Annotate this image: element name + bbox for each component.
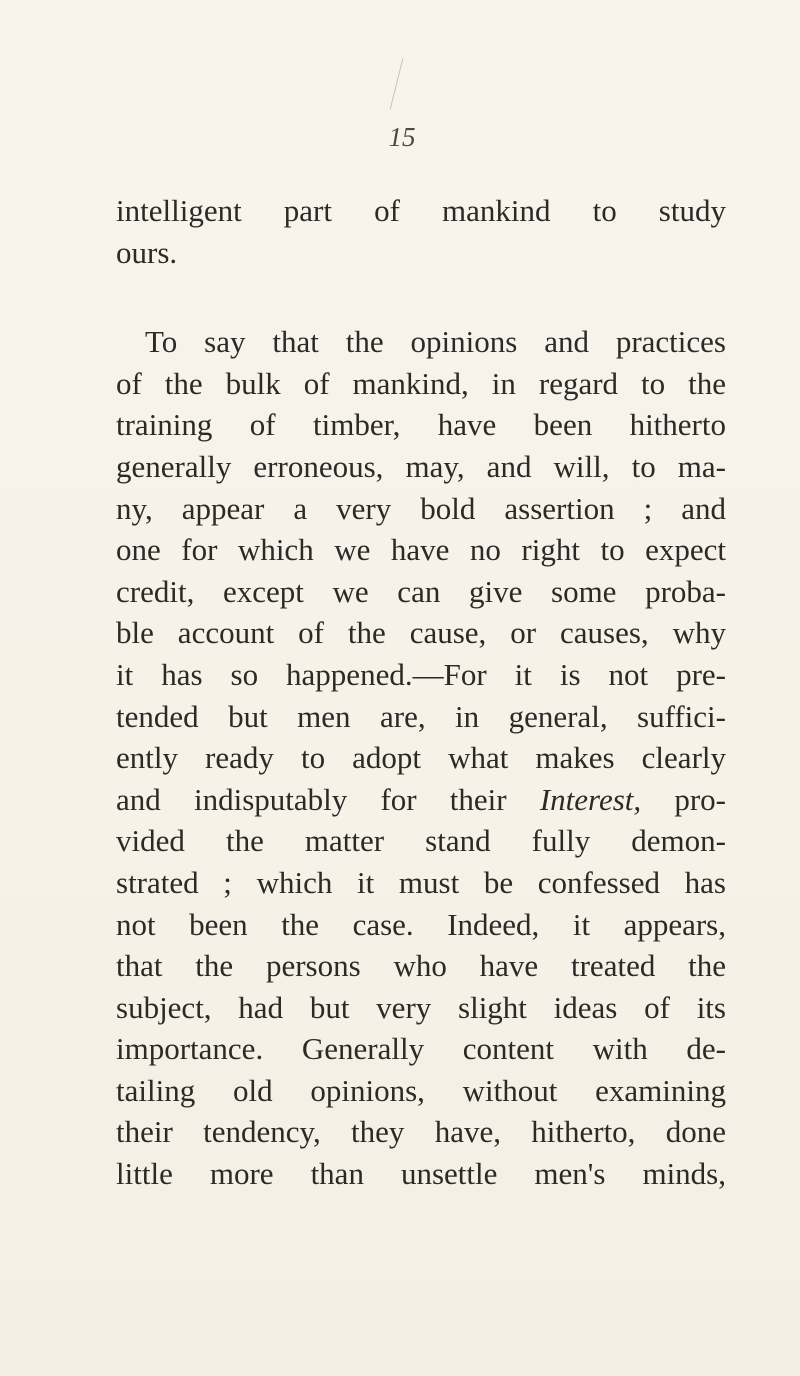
text-line: To say that the opinions and practices xyxy=(145,324,726,360)
line-start: and indisputably for their xyxy=(116,781,507,817)
text-line: of the bulk of mankind, in regard to the xyxy=(116,365,726,401)
text-line: vided the matter stand fully demon- xyxy=(116,823,726,859)
text-line: strated ; which it must be confessed has xyxy=(116,864,726,900)
text-line: generally erroneous, may, and will, to ma- xyxy=(116,448,726,484)
text-line: not been the case. Indeed, it appears, xyxy=(116,906,726,942)
text-line: tended but men are, in general, suffici- xyxy=(116,698,726,734)
text-line: importance. Generally content with de- xyxy=(116,1031,726,1067)
text-line: their tendency, they have, hitherto, done xyxy=(116,1114,726,1150)
text-line: ny, appear a very bold assertion ; and xyxy=(116,490,726,526)
text-line: subject, had but very slight ideas of its xyxy=(116,989,726,1025)
stray-pencil-mark xyxy=(390,59,404,110)
page-number: 15 xyxy=(388,122,416,152)
text-line: little more than unsettle men's minds, xyxy=(116,1156,726,1192)
text-line: ble account of the cause, or causes, why xyxy=(116,615,726,651)
text-line: training of timber, have been hitherto xyxy=(116,407,726,443)
body-text xyxy=(116,190,726,1195)
italic-interest: Interest, xyxy=(539,781,642,817)
text-line: ours. xyxy=(116,234,178,270)
text-line: tailing old opinions, without examining xyxy=(116,1072,726,1108)
text-line-with-italic xyxy=(116,779,726,821)
line-end: pro- xyxy=(674,781,727,817)
text-line: it has so happened.—For it is not pre- xyxy=(116,656,726,692)
text-line: credit, except we can give some proba- xyxy=(116,573,726,609)
text-line: one for which we have no right to expect xyxy=(116,532,726,568)
text-line: that the persons who have treated the xyxy=(116,948,726,984)
paragraph-gap xyxy=(116,273,726,321)
text-line: intelligent part of mankind to study xyxy=(116,193,726,228)
text-line: ently ready to adopt what makes clearly xyxy=(116,740,726,776)
